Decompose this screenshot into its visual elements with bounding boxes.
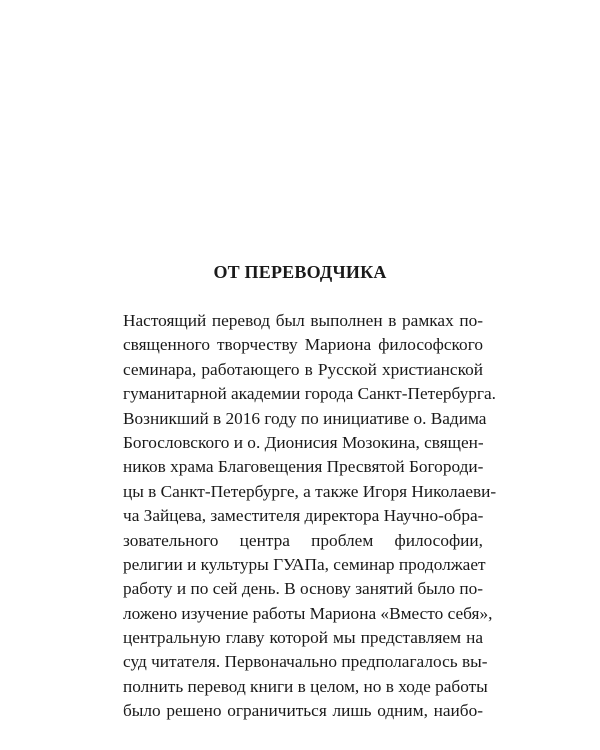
- text-line: семинара, работающего в Русской христианской: [123, 359, 483, 379]
- text-line: цы в Санкт-Петербурге, а также Игоря Николаеви-: [123, 481, 497, 501]
- text-line: ча Зайцева, заместителя директора Научно-обра-: [123, 506, 484, 526]
- text-line: священного творчеству Мариона философского: [123, 335, 483, 355]
- text-line: суд читателя. Первоначально предполагалось вы-: [123, 652, 488, 672]
- text-line: работу и по сей день. В основу занятий было по-: [123, 579, 483, 599]
- text-line: полнить перевод книги в целом, но в ходе работы: [123, 676, 488, 696]
- text-line: Возникший в 2016 году по инициативе о. Вадима: [123, 408, 487, 428]
- text-line: Настоящий перевод был выполнен в рамках по-: [123, 311, 483, 330]
- text-line: ложено изучение работы Мариона «Вместо себя»,: [123, 603, 493, 623]
- body-text: [123, 309, 497, 724]
- text-line: Богословского и о. Дионисия Мозокина, священ-: [123, 432, 484, 452]
- section-heading: ОТ ПЕРЕВОДЧИКА: [213, 262, 387, 282]
- text-line: центральную главу которой мы представляем на: [123, 628, 483, 648]
- text-line: было решено ограничиться лишь одним, наибо-: [123, 701, 483, 721]
- text-line: гуманитарной академии города Санкт-Петербурга.: [123, 384, 496, 404]
- text-line: религии и культуры ГУАПа, семинар продолжает: [123, 554, 486, 574]
- text-line: ников храма Благовещения Пресвятой Богороди-: [123, 457, 484, 477]
- text-line: зовательного центра проблем философии,: [123, 530, 483, 550]
